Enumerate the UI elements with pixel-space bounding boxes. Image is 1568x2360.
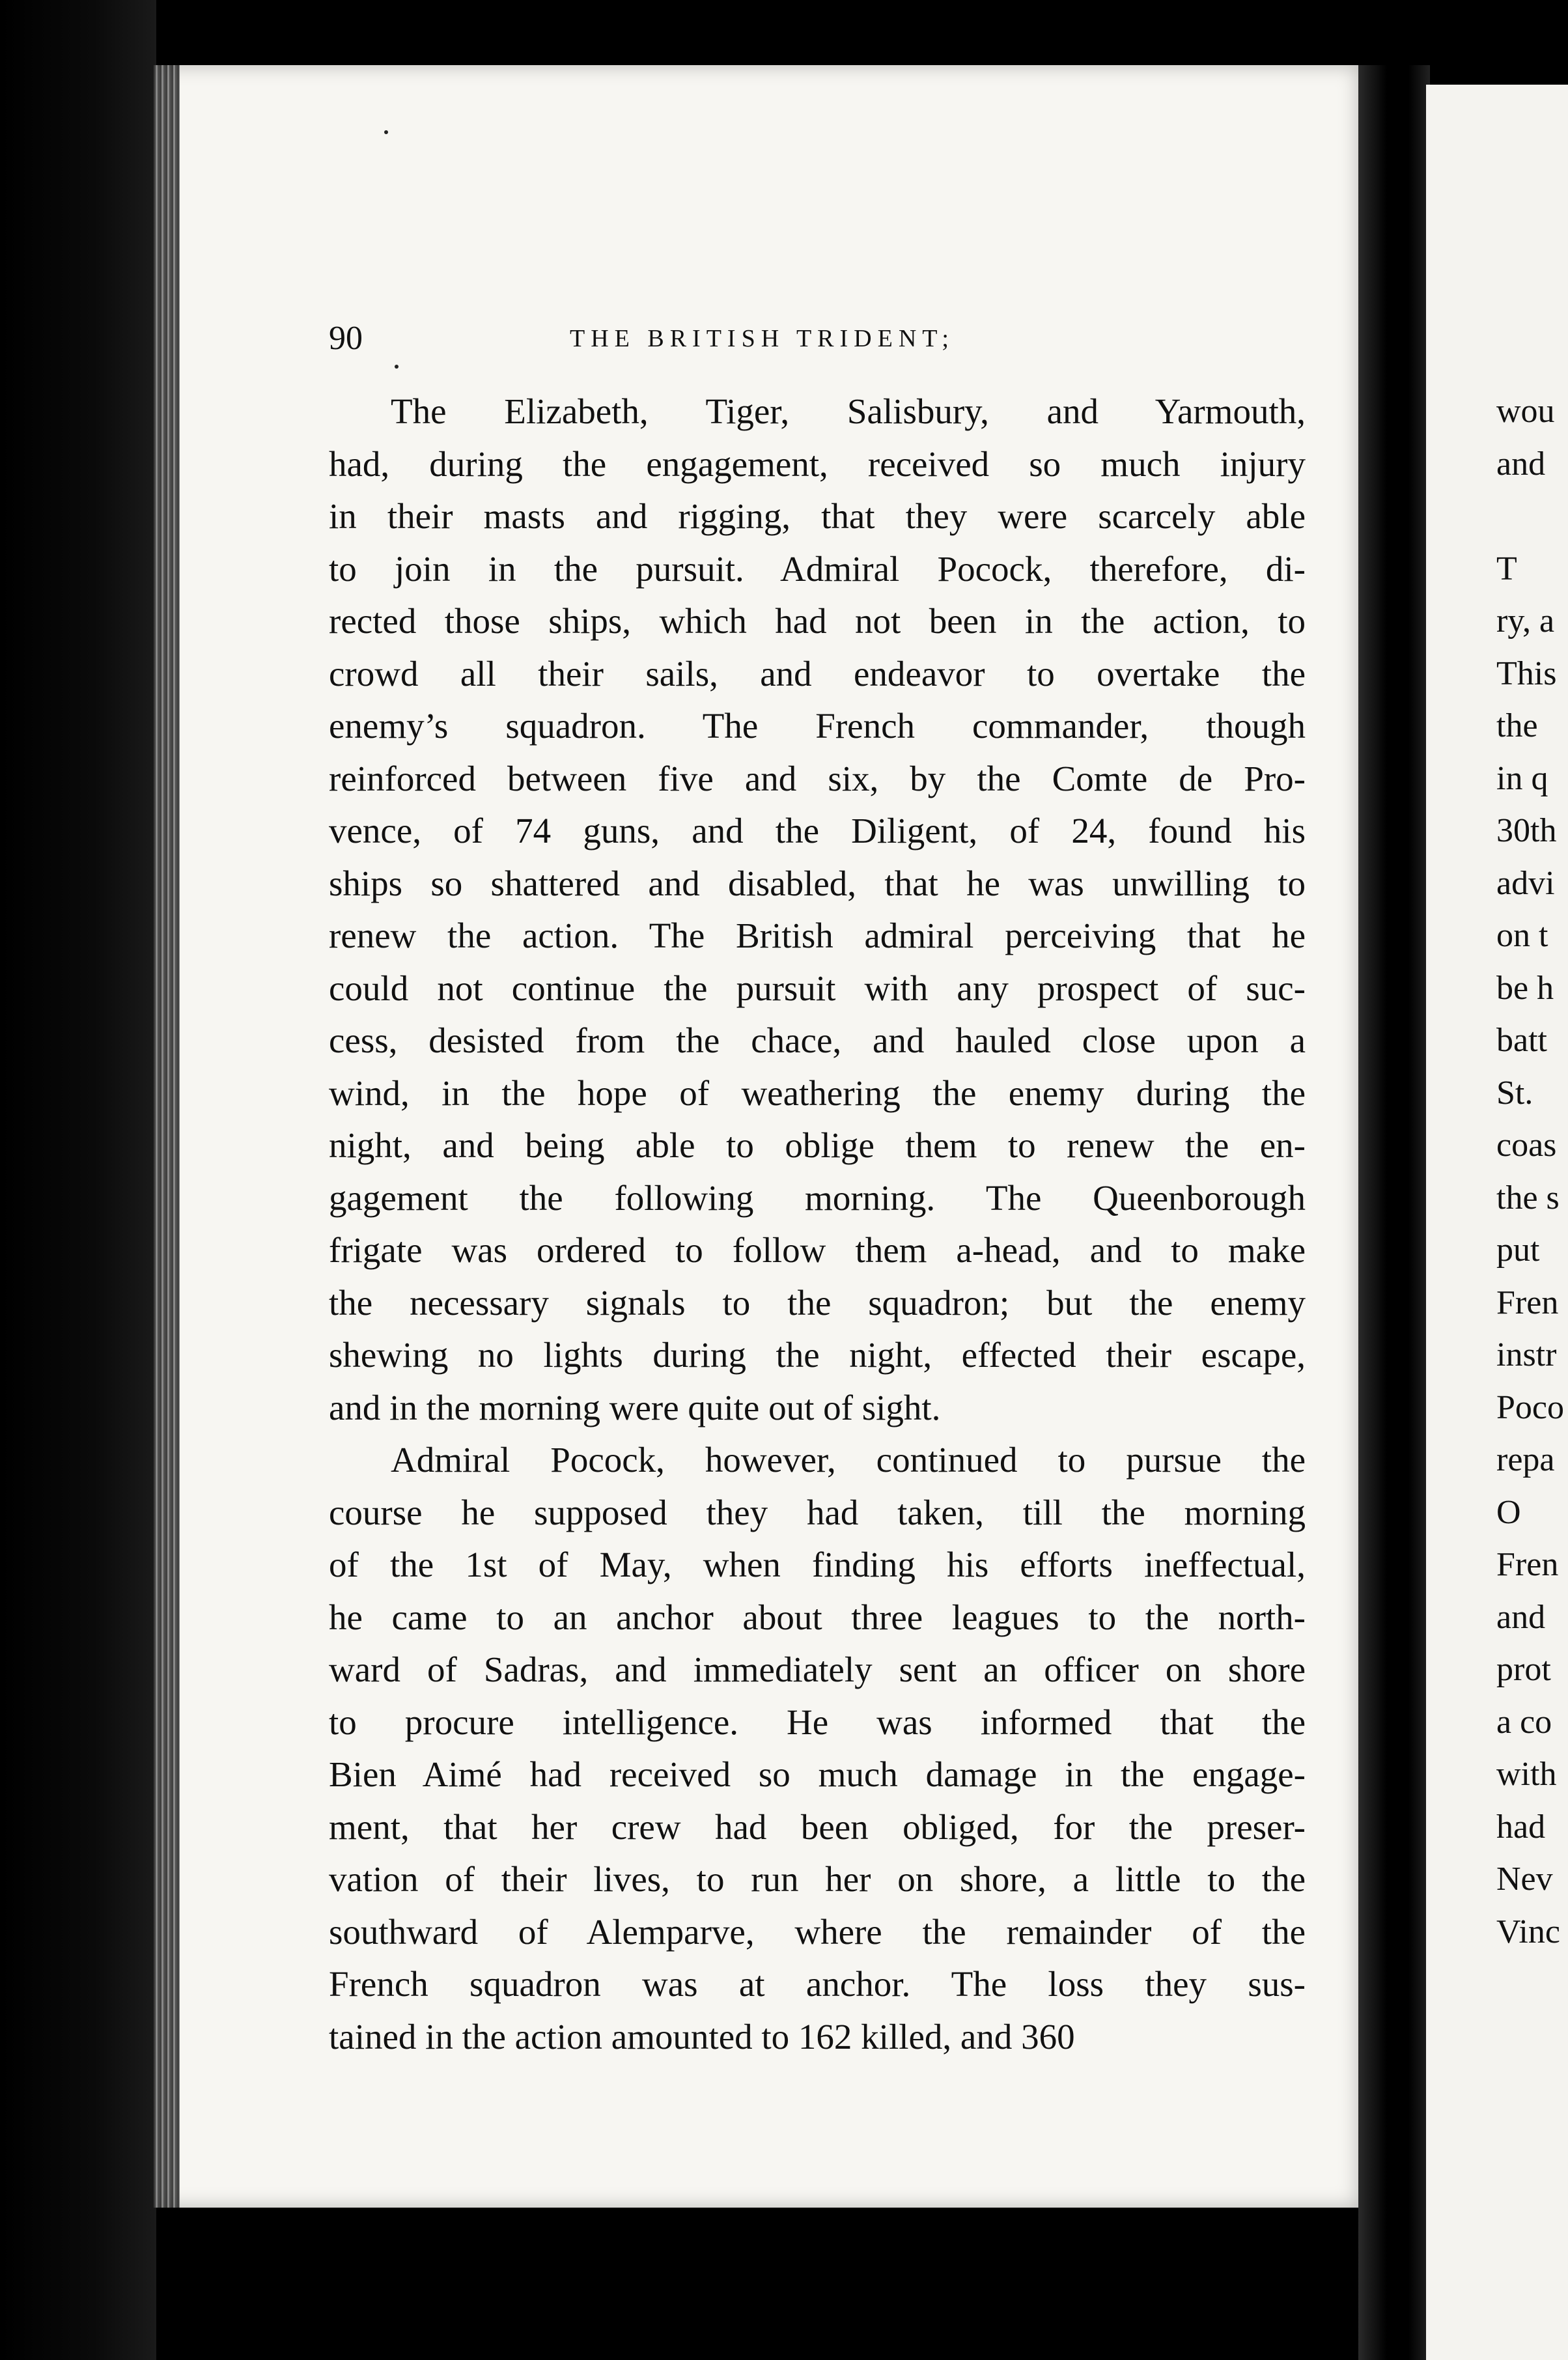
text-line: The Elizabeth, Tiger, Salisbury, and Yarmouth, (391, 391, 1306, 431)
left-page-body (329, 386, 1306, 2063)
right-page-fragment: Nev (1496, 1861, 1553, 1898)
right-page-fragment: with (1496, 1756, 1557, 1793)
text-line: gagement the following morning. The Queenborough (329, 1177, 1306, 1218)
text-line: Admiral Pocock, however, continued to pursue the (391, 1440, 1306, 1480)
right-page-fragment: a co (1496, 1703, 1552, 1741)
right-page-fragment: This (1496, 654, 1557, 692)
text-line: vation of their lives, to run her on shore, a little to the (329, 1859, 1306, 1899)
right-page-fragment: T (1496, 550, 1517, 587)
text-line: wind, in the hope of weathering the enemy during the (329, 1073, 1306, 1113)
ink-speck (384, 130, 388, 134)
right-page-fragment: Vinc (1496, 1913, 1560, 1950)
running-head-title: THE BRITISH TRIDENT; (570, 325, 955, 352)
right-page-fragment: on t (1496, 917, 1548, 954)
right-page-fragment: be h (1496, 969, 1554, 1007)
text-line: southward of Alemparve, where the remainder of the (329, 1911, 1306, 1952)
right-page-fragment: Fren (1496, 1284, 1559, 1321)
right-page-fragment: O (1496, 1493, 1521, 1531)
text-line: tained in the action amounted to 162 killed, and 360 (329, 2016, 1075, 2057)
text-line: enemy’s squadron. The French commander, though (329, 706, 1306, 746)
right-page-fragment: repa (1496, 1441, 1555, 1478)
right-page-fragment: instr (1496, 1336, 1557, 1373)
text-line: could not continue the pursuit with any prospect of suc- (329, 968, 1306, 1008)
text-line: had, during the engagement, received so much injury (329, 443, 1306, 484)
text-line: vence, of 74 guns, and the Diligent, of 24, found his (329, 811, 1306, 850)
paragraph-2 (329, 1434, 1306, 2063)
right-page-fragment (1496, 490, 1568, 543)
text-line: frigate was ordered to follow them a-head, and to make (329, 1230, 1306, 1270)
text-line: to join in the pursuit. Admiral Pocock, therefore, di- (329, 548, 1306, 589)
page-number: 90 (329, 320, 363, 357)
text-line: the necessary signals to the squadron; but the enemy (329, 1282, 1306, 1323)
right-page-fragment: wou (1496, 393, 1555, 430)
text-line: course he supposed they had taken, till the morning (329, 1492, 1306, 1532)
right-page-fragment: Fren (1496, 1546, 1559, 1583)
right-page-fragment: advi (1496, 864, 1555, 902)
right-page-fragment: 30th (1496, 812, 1557, 849)
text-line: ships so shattered and disabled, that he was unwilling to (329, 863, 1306, 903)
right-page-fragment: the (1496, 707, 1538, 744)
text-line: Bien Aimé had received so much damage in the engage- (329, 1754, 1306, 1794)
right-page-fragment: prot (1496, 1651, 1551, 1688)
text-line: to procure intelligence. He was informed that the (329, 1702, 1306, 1742)
right-page-fragment: and (1496, 445, 1546, 483)
text-line: rected those ships, which had not been in the action, to (329, 601, 1306, 641)
right-page-fragment: ry, a (1496, 602, 1555, 639)
book-gutter (1358, 65, 1430, 2360)
left-page-edge (154, 65, 180, 2208)
right-page-fragment: put (1496, 1231, 1540, 1269)
right-page-fragment: in q (1496, 759, 1548, 797)
ink-speck (395, 365, 399, 369)
text-line: ward of Sadras, and immediately sent an officer on shore (329, 1650, 1306, 1689)
running-head (329, 319, 1319, 358)
text-line: cess, desisted from the chace, and hauled close upon a (329, 1020, 1306, 1060)
right-page-fragment: Poco (1496, 1388, 1564, 1426)
right-page-cut-off-text (1496, 386, 1568, 1958)
right-page-fragment: had (1496, 1808, 1546, 1846)
text-line: ment, that her crew had been obliged, for the preser- (329, 1806, 1306, 1847)
right-page-fragment: the s (1496, 1179, 1560, 1216)
text-line: French squadron was at anchor. The loss they sus- (329, 1964, 1306, 2004)
text-line: reinforced between five and six, by the Comte de Pro- (329, 758, 1306, 798)
book-binding-left (0, 0, 156, 2360)
text-line: he came to an anchor about three leagues to the north- (329, 1597, 1306, 1637)
text-line: night, and being able to oblige them to renew the en- (329, 1125, 1306, 1165)
text-line: and in the morning were quite out of sight. (329, 1387, 941, 1427)
text-line: in their masts and rigging, that they were scarcely able (329, 496, 1306, 536)
text-line: crowd all their sails, and endeavor to overtake the (329, 653, 1306, 694)
right-page-fragment: batt (1496, 1022, 1547, 1059)
right-page-fragment: St. (1496, 1074, 1533, 1112)
paragraph-1 (329, 386, 1306, 1434)
right-page-fragment: coas (1496, 1127, 1557, 1164)
text-line: shewing no lights during the night, effected their escape, (329, 1335, 1306, 1375)
text-line: renew the action. The British admiral perceiving that he (329, 916, 1306, 955)
text-line: of the 1st of May, when finding his efforts ineffectual, (329, 1545, 1306, 1584)
right-page-fragment: and (1496, 1598, 1546, 1636)
